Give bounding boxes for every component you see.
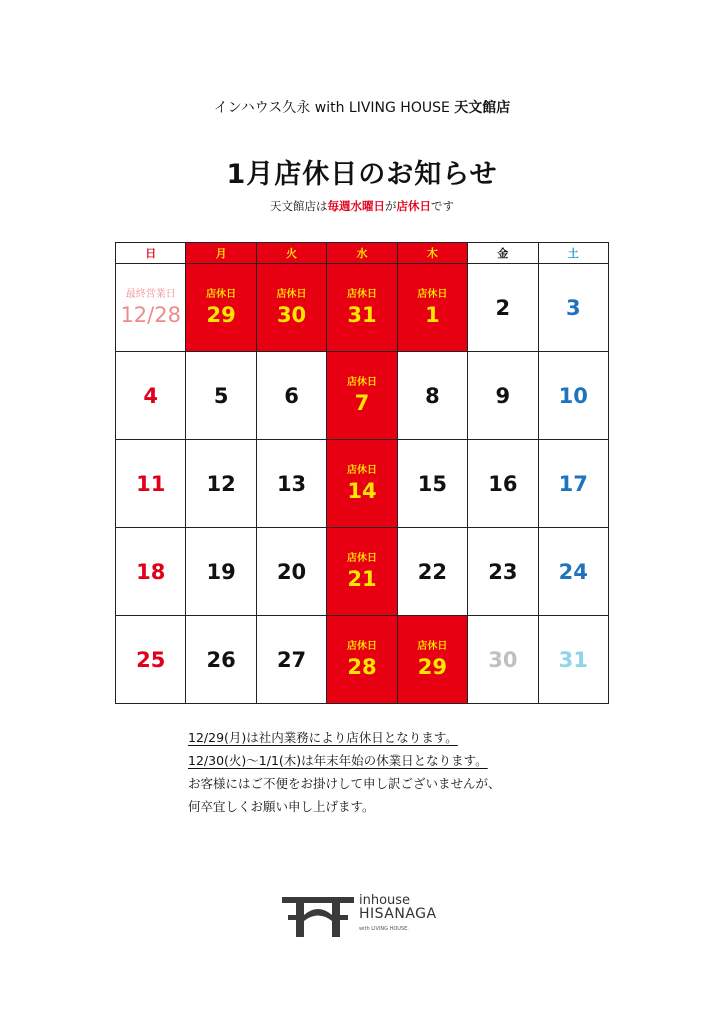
closed-day-label: 店休日 bbox=[417, 641, 448, 652]
closed-day-label: 店休日 bbox=[346, 377, 377, 388]
subtitle bbox=[0, 198, 724, 214]
notes bbox=[188, 726, 501, 818]
store-name: インハウス久永 with LIVING HOUSE bbox=[213, 100, 450, 116]
calendar-week-row bbox=[116, 528, 609, 616]
calendar-day-cell bbox=[256, 528, 326, 616]
calendar-day-cell bbox=[468, 616, 538, 704]
subtitle-closed: 店休日 bbox=[396, 199, 431, 213]
calendar-day-cell bbox=[327, 352, 397, 440]
calendar-day-cell bbox=[186, 440, 256, 528]
weekday-header: 金 bbox=[468, 243, 538, 264]
calendar-day-number: 1 bbox=[425, 303, 440, 327]
calendar-day-cell bbox=[397, 528, 467, 616]
note-line: 何卒宜しくお願い申し上げます。 bbox=[188, 799, 375, 814]
calendar-day-number: 12 bbox=[206, 471, 236, 496]
weekday-header: 日 bbox=[116, 243, 186, 264]
calendar-day-number: 2 bbox=[495, 295, 511, 320]
calendar-day-cell bbox=[397, 352, 467, 440]
calendar-day-cell bbox=[397, 616, 467, 704]
calendar-day-cell bbox=[397, 264, 467, 352]
calendar-day-number: 11 bbox=[136, 471, 166, 496]
calendar-day-cell bbox=[538, 264, 608, 352]
subtitle-middle: が bbox=[385, 199, 397, 213]
calendar-day-number: 13 bbox=[276, 471, 307, 496]
calendar-day-cell bbox=[327, 616, 397, 704]
calendar-day-cell bbox=[468, 352, 538, 440]
note-line: 12/29(月)は社内業務により店休日となります。 bbox=[188, 730, 458, 745]
last-business-day-label: 最終営業日 bbox=[125, 289, 176, 300]
weekday-header-row bbox=[116, 243, 609, 264]
calendar-day-cell bbox=[116, 264, 186, 352]
closed-day-label: 店休日 bbox=[346, 289, 377, 300]
calendar-day-number: 30 bbox=[488, 647, 518, 672]
calendar-day-number: 17 bbox=[558, 471, 588, 496]
weekday-header: 水 bbox=[327, 243, 397, 264]
calendar-day-cell bbox=[468, 440, 538, 528]
calendar-day-cell bbox=[538, 440, 608, 528]
calendar-day-number: 18 bbox=[136, 559, 166, 584]
weekday-header: 月 bbox=[186, 243, 256, 264]
calendar-day-cell bbox=[256, 264, 326, 352]
calendar-day-number: 24 bbox=[558, 559, 588, 584]
calendar-day-number: 31 bbox=[347, 303, 377, 327]
calendar-day-number: 30 bbox=[276, 303, 307, 327]
calendar-day-cell bbox=[468, 528, 538, 616]
calendar-day-number: 6 bbox=[284, 383, 299, 408]
calendar-day-cell bbox=[186, 616, 256, 704]
calendar-day-cell bbox=[186, 264, 256, 352]
subtitle-day: 毎週水曜日 bbox=[327, 199, 385, 213]
brand-logo bbox=[282, 893, 442, 943]
calendar-day-cell bbox=[538, 616, 608, 704]
calendar-day-number: 12/28 bbox=[120, 303, 181, 327]
calendar-day-cell bbox=[538, 352, 608, 440]
calendar-day-number: 15 bbox=[417, 471, 448, 496]
calendar-week-row bbox=[116, 264, 609, 352]
closed-day-label: 店休日 bbox=[276, 289, 307, 300]
calendar-day-number: 29 bbox=[417, 655, 448, 679]
calendar-day-cell bbox=[327, 440, 397, 528]
calendar-day-number: 29 bbox=[206, 303, 236, 327]
calendar-day-number: 9 bbox=[495, 383, 511, 408]
calendar-day-cell bbox=[327, 528, 397, 616]
logo-text: with LIVING HOUSE. bbox=[359, 926, 409, 932]
calendar-week-row bbox=[116, 440, 609, 528]
calendar-day-number: 8 bbox=[425, 383, 440, 408]
calendar-week-row bbox=[116, 352, 609, 440]
calendar-day-number: 5 bbox=[213, 383, 229, 408]
calendar-day-number: 25 bbox=[136, 647, 166, 672]
page-title: 1月店休日のお知らせ bbox=[226, 159, 498, 190]
calendar-day-number: 21 bbox=[347, 567, 377, 591]
calendar-day-number: 14 bbox=[347, 479, 377, 503]
calendar-day-cell bbox=[186, 352, 256, 440]
calendar-day-number: 10 bbox=[558, 383, 588, 408]
calendar-day-number: 23 bbox=[488, 559, 518, 584]
calendar-day-number: 19 bbox=[206, 559, 236, 584]
calendar-day-cell bbox=[468, 264, 538, 352]
note-line: お客様にはご不便をお掛けして申し訳ございませんが、 bbox=[188, 776, 501, 791]
weekday-header: 木 bbox=[397, 243, 467, 264]
calendar-day-cell bbox=[116, 352, 186, 440]
calendar-day-cell bbox=[538, 528, 608, 616]
torii-logo-icon bbox=[282, 893, 354, 937]
calendar-day-number: 31 bbox=[558, 647, 588, 672]
subtitle-prefix: 天文館店は bbox=[270, 199, 328, 213]
closed-day-label: 店休日 bbox=[206, 289, 237, 300]
logo-text: HISANAGA bbox=[359, 906, 437, 922]
closed-day-label: 店休日 bbox=[346, 641, 377, 652]
closed-day-label: 店休日 bbox=[417, 289, 448, 300]
calendar-table bbox=[115, 242, 609, 704]
note-line: 12/30(火)〜1/1(木)は年末年始の休業日となります。 bbox=[188, 753, 488, 768]
branch-name: 天文館店 bbox=[454, 100, 511, 116]
calendar-day-cell bbox=[327, 264, 397, 352]
logo-text: inhouse bbox=[359, 893, 411, 908]
calendar-day-number: 26 bbox=[206, 647, 236, 672]
calendar-day-number: 3 bbox=[565, 295, 581, 320]
calendar-day-number: 28 bbox=[347, 655, 377, 679]
calendar-day-cell bbox=[116, 528, 186, 616]
closed-day-label: 店休日 bbox=[346, 465, 377, 476]
calendar-day-number: 22 bbox=[417, 559, 448, 584]
calendar-day-number: 27 bbox=[276, 647, 307, 672]
store-header bbox=[0, 97, 724, 117]
calendar-day-cell bbox=[256, 352, 326, 440]
calendar-day-number: 7 bbox=[354, 391, 370, 415]
calendar-day-cell bbox=[256, 440, 326, 528]
calendar-day-number: 20 bbox=[276, 559, 307, 584]
closed-day-label: 店休日 bbox=[346, 553, 377, 564]
weekday-header: 火 bbox=[256, 243, 326, 264]
calendar-day-number: 16 bbox=[488, 471, 518, 496]
subtitle-suffix: です bbox=[431, 199, 454, 213]
calendar-day-number: 4 bbox=[143, 383, 159, 408]
weekday-header: 土 bbox=[538, 243, 608, 264]
calendar-day-cell bbox=[397, 440, 467, 528]
calendar-day-cell bbox=[256, 616, 326, 704]
calendar-day-cell bbox=[116, 616, 186, 704]
calendar-day-cell bbox=[186, 528, 256, 616]
calendar-day-cell bbox=[116, 440, 186, 528]
calendar-week-row bbox=[116, 616, 609, 704]
